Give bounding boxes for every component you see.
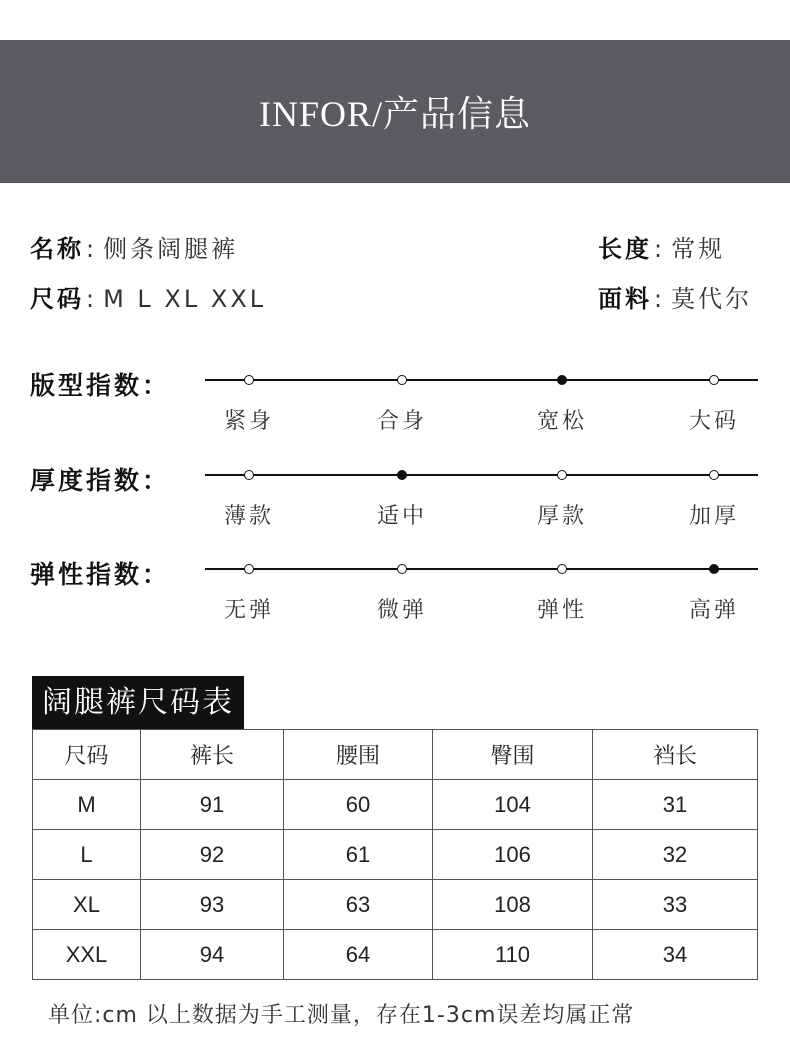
name-label: 名称 <box>30 235 84 263</box>
elasticity-index-option: 高弹 <box>688 598 739 623</box>
table-header-cell: 尺码 <box>33 730 141 780</box>
elasticity-index-dot <box>709 564 719 574</box>
table-cell: 108 <box>433 880 593 930</box>
header-banner <box>0 40 790 183</box>
table-cell: 32 <box>593 830 758 880</box>
elasticity-index-option: 弹性 <box>536 598 587 623</box>
size-label: 尺码 <box>30 285 84 313</box>
fit-index-dot <box>244 375 254 385</box>
info-length <box>598 229 725 264</box>
table-cell: L <box>33 830 141 880</box>
elasticity-index-dot <box>244 564 254 574</box>
table-header-cell: 臀围 <box>433 730 593 780</box>
table-cell: 34 <box>593 930 758 980</box>
elasticity-index-dot <box>397 564 407 574</box>
elasticity-index-option: 微弹 <box>376 598 427 623</box>
thickness-index-option: 加厚 <box>688 504 739 529</box>
table-cell: 94 <box>141 930 284 980</box>
thickness-index-dot <box>557 470 567 480</box>
fit-index-label: 版型指数： <box>30 371 171 400</box>
length-value: 常规 <box>671 235 726 263</box>
thickness-index-option: 适中 <box>376 504 427 529</box>
fit-index-dot <box>709 375 719 385</box>
table-cell: 104 <box>433 780 593 830</box>
table-header-cell: 裤长 <box>141 730 284 780</box>
table-header-cell: 腰围 <box>284 730 433 780</box>
table-row <box>33 830 758 880</box>
fabric-label: 面料 <box>598 285 652 313</box>
elasticity-index-line <box>205 568 758 570</box>
table-cell: 93 <box>141 880 284 930</box>
fabric-value: 莫代尔 <box>671 285 753 313</box>
fit-index-option: 合身 <box>376 409 427 434</box>
info-size <box>30 279 266 314</box>
table-cell: 91 <box>141 780 284 830</box>
table-row <box>33 930 758 980</box>
thickness-index-dot <box>244 470 254 480</box>
table-cell: 63 <box>284 880 433 930</box>
thickness-index-dot <box>397 470 407 480</box>
fit-index-option: 宽松 <box>536 409 587 434</box>
length-separator: : <box>654 235 666 263</box>
table-cell: XXL <box>33 930 141 980</box>
table-cell: M <box>33 780 141 830</box>
elasticity-index-option: 无弹 <box>223 598 274 623</box>
fit-index-dot <box>557 375 567 385</box>
page-title: INFOR/产品信息 <box>258 94 532 134</box>
elasticity-index-dot <box>557 564 567 574</box>
table-row <box>33 880 758 930</box>
table-header-cell: 裆长 <box>593 730 758 780</box>
elasticity-index-label: 弹性指数： <box>30 560 171 589</box>
name-value: 侧条阔腿裤 <box>103 235 239 263</box>
table-cell: XL <box>33 880 141 930</box>
table-row <box>33 780 758 830</box>
table-cell: 33 <box>593 880 758 930</box>
fit-index-line <box>205 379 758 381</box>
info-fabric <box>598 279 752 314</box>
length-label: 长度 <box>598 235 652 263</box>
size-table <box>32 729 758 980</box>
measurement-footnote: 单位:cm 以上数据为手工测量，存在1-3cm误差均属正常 <box>48 1003 635 1028</box>
fit-index-option: 大码 <box>688 409 739 434</box>
size-table-title: 阔腿裤尺码表 <box>32 676 244 730</box>
fit-index-option: 紧身 <box>223 409 274 434</box>
table-cell: 31 <box>593 780 758 830</box>
table-cell: 60 <box>284 780 433 830</box>
thickness-index-option: 厚款 <box>536 504 587 529</box>
table-cell: 61 <box>284 830 433 880</box>
table-cell: 64 <box>284 930 433 980</box>
table-cell: 106 <box>433 830 593 880</box>
thickness-index-dot <box>709 470 719 480</box>
size-separator: : <box>86 285 98 313</box>
thickness-index-label: 厚度指数： <box>30 466 171 495</box>
size-value: M L XL XXL <box>103 285 267 313</box>
table-cell: 110 <box>433 930 593 980</box>
table-cell: 92 <box>141 830 284 880</box>
fit-index-dot <box>397 375 407 385</box>
thickness-index-line <box>205 474 758 476</box>
info-name <box>30 229 238 264</box>
table-header-row <box>33 730 758 780</box>
thickness-index-option: 薄款 <box>223 504 274 529</box>
name-separator: : <box>86 235 98 263</box>
fabric-separator: : <box>654 285 666 313</box>
